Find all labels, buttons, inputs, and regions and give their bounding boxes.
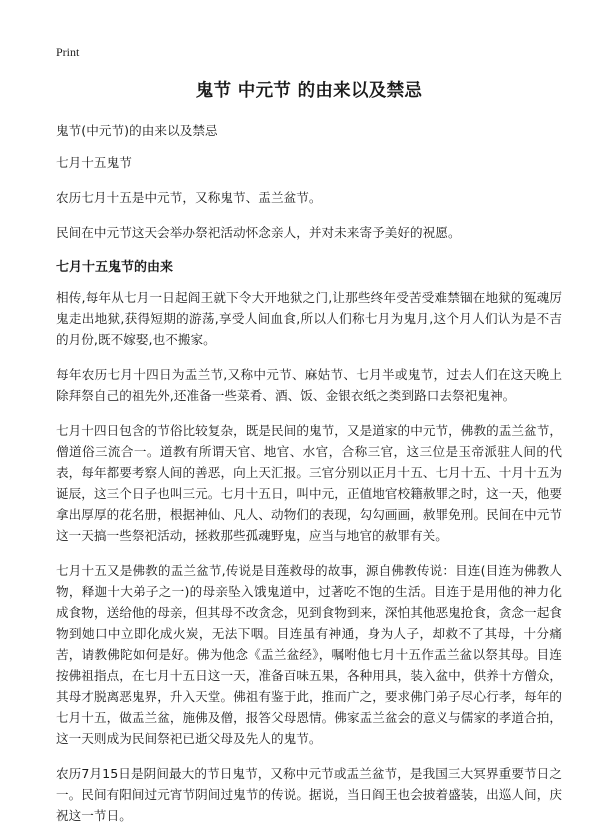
body-paragraph-5: 农历7月15日是阴间最大的节日鬼节，又称中元节或盂兰盆节，是我国三大冥界重要节日之一。民间有阳间过元宵节阴间过鬼节的传说。据说，当日阎王也会披着盛装，出巡人间，庆祝这一节日。: [56, 766, 562, 823]
article-subtitle: 鬼节(中元节)的由来以及禁忌: [56, 123, 218, 138]
intro-paragraph-1: 七月十五鬼节: [56, 155, 132, 170]
print-link[interactable]: Print: [56, 45, 80, 59]
intro-paragraph-3: 民间在中元节这天会举办祭祀活动怀念亲人，并对未来寄予美好的祝愿。: [56, 225, 461, 240]
body-paragraph-4: 七月十五又是佛教的盂兰盆节,传说是目莲救母的故事，源自佛教传说：目连(目连为佛教人物，释迦十大弟子之一)的母亲坠入饿鬼道中，过著吃不饱的生活。目连于是用他的神力化成食物，送给他的母亲，但其母不改贪念，见到食物到来，深怕其他恶鬼抢食，贪念一起食物到她口中立即化成火炭，无法下咽。目连虽有神通，身为人子，却救不了其母，十分痛苦，请教佛陀如何是好。佛为他念《盂兰盆经》，嘱咐他七月十五作盂兰盆以祭其母。目连按佛祖指点，在七月十五日这一天，准备百味五果，各种用具，装入盆中，供养十方僧众，其母才脱离恶鬼界，升入天堂。佛祖有鉴于此，推而广之，要求佛门弟子尽心行孝，每年的七月十五，做盂兰盆，施佛及僧，报答父母恩情。佛家盂兰盆会的意义与儒家的孝道合拍，这一天则成为民间祭祀已逝父母及先人的鬼节。: [56, 563, 562, 746]
body-paragraph-1: 相传,每年从七月一日起阎王就下令大开地狱之门,让那些终年受苦受难禁锢在地狱的冤魂厉鬼走出地狱,获得短期的游荡,享受人间血食,所以人们称七月为鬼月,这个月人们认为是不吉的月份,既不嫁娶,也不搬家。: [56, 290, 562, 347]
page-title: 鬼节 中元节 的由来以及禁忌: [195, 81, 423, 101]
body-paragraph-3: 七月十四日包含的节俗比较复杂，既是民间的鬼节，又是道家的中元节，佛教的盂兰盆节，僧道俗三流合一。道教有所谓天官、地官、水官，合称三官，这三位是玉帝派驻人间的代表，每年都要考察人间的善恶，向上天汇报。三官分别以正月十五、七月十五、十月十五为诞辰，这三个日子也叫三元。七月十五日，叫中元，正值地官校籍赦罪之时，这一天，他要拿出厚厚的花名册，根据神仙、凡人、动物们的表现，勾勾画画，赦罪免刑。民间在中元节这一天搞一些祭祀活动，拯救那些孤魂野鬼，应当与地官的赦罪有关。: [56, 423, 562, 543]
body-paragraph-2: 每年农历七月十四日为盂兰节,又称中元节、麻姑节、七月半或鬼节，过去人们在这天晚上除拜祭自己的祖先外,还准备一些菜肴、酒、饭、金银衣纸之类到路口去祭祀鬼神。: [56, 367, 562, 403]
document-page: [56, 0, 562, 828]
section-heading: 七月十五鬼节的由来: [56, 260, 174, 275]
intro-paragraph-2: 农历七月十五是中元节，又称鬼节、盂兰盆节。: [56, 190, 322, 205]
article-body: [56, 120, 562, 828]
